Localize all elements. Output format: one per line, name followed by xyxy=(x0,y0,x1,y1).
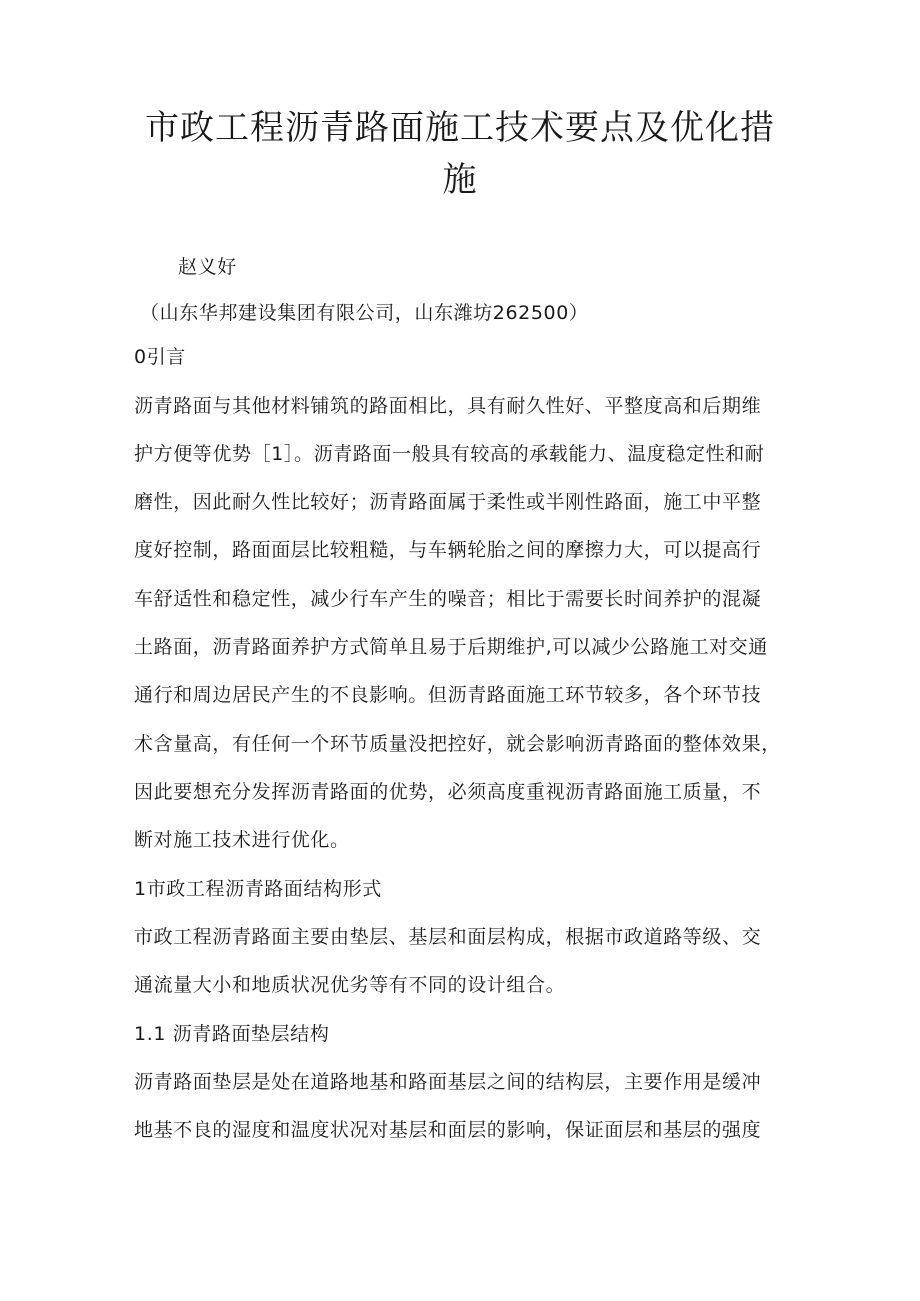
intro-line: 度好控制，路面面层比较粗糙，与车辆轮胎之间的摩擦力大，可以提高行 xyxy=(134,539,762,561)
title-line-2: 施 xyxy=(442,160,478,200)
intro-line: 土路面，沥青路面养护方式简单且易于后期维护,可以减少公路施工对交通 xyxy=(134,636,768,658)
section-1-line: 通流量大小和地质状况优劣等有不同的设计组合。 xyxy=(134,974,566,996)
author-affiliation: （山东华邦建设集团有限公司，山东潍坊262500） xyxy=(140,302,589,324)
section-1-1-heading: 1.1 沥青路面垫层结构 xyxy=(134,1023,330,1045)
intro-line: 护方便等优势［1］。沥青路面一般具有较高的承载能力、温度稳定性和耐 xyxy=(134,443,765,465)
section-1-1-line: 沥青路面垫层是处在道路地基和路面基层之间的结构层，主要作用是缓冲 xyxy=(134,1071,762,1093)
intro-line: 断对施工技术进行优化。 xyxy=(134,829,350,851)
intro-line: 因此要想充分发挥沥青路面的优势，必须高度重视沥青路面施工质量，不 xyxy=(134,781,762,803)
intro-line: 术含量高，有任何一个环节质量没把控好，就会影响沥青路面的整体效果， xyxy=(134,733,781,755)
intro-line: 沥青路面与其他材料铺筑的路面相比，具有耐久性好、平整度高和后期维 xyxy=(134,395,762,417)
intro-heading: 0引言 xyxy=(134,346,186,368)
intro-line: 磨性，因此耐久性比较好；沥青路面属于柔性或半刚性路面，施工中平整 xyxy=(134,491,762,513)
section-1-heading: 1市政工程沥青路面结构形式 xyxy=(134,878,382,900)
section-1-line: 市政工程沥青路面主要由垫层、基层和面层构成，根据市政道路等级、交 xyxy=(134,926,762,948)
intro-line: 通行和周边居民产生的不良影响。但沥青路面施工环节较多，各个环节技 xyxy=(134,684,762,706)
intro-line: 车舒适性和稳定性，减少行车产生的噪音；相比于需要长时间养护的混凝 xyxy=(134,588,762,610)
document-title xyxy=(140,102,780,206)
section-1-1-line: 地基不良的湿度和温度状况对基层和面层的影响，保证面层和基层的强度 xyxy=(134,1119,762,1141)
author-name: 赵义好 xyxy=(178,256,237,278)
title-line-1: 市政工程沥青路面施工技术要点及优化措 xyxy=(145,108,775,148)
